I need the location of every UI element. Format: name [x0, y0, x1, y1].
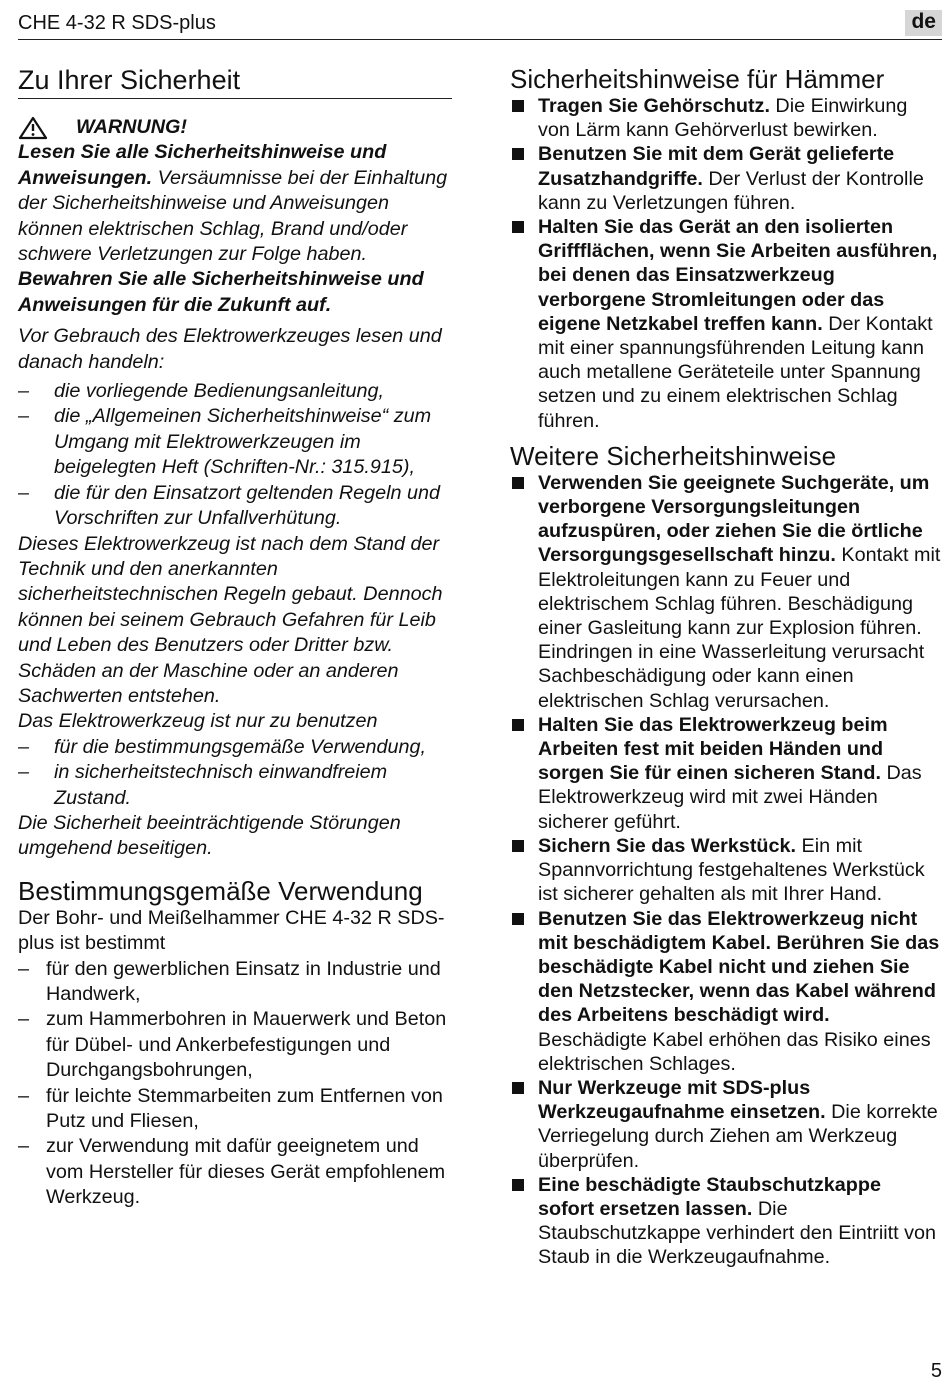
intended-item: – für leichte Stemmarbeiten zum Entfernen von Putz und Fliesen,: [18, 1084, 456, 1135]
section-title-hammers: Sicherheitshinweise für Hämmer: [510, 64, 885, 94]
intended-item: – für den gewerblichen Einsatz in Industrie und Handwerk,: [18, 957, 456, 1008]
warning-paragraph: [18, 140, 456, 318]
warning-bold-2: Bewahren Sie alle Sicherheitshinweise und Anweisungen für die Zukunft auf.: [18, 268, 424, 316]
language-badge: de: [905, 10, 942, 36]
bullet-square-icon: [512, 913, 524, 925]
warning-label: WARNUNG!: [76, 116, 187, 138]
more-safety-item: Halten Sie das Elektrowerkzeug beim Arbeiten fest mit beiden Händen und sorgen Sie für einen sicheren Stand. Das Elektrowerkzeug wird mit zwei Händen sicherer geführt.: [510, 713, 942, 834]
state-of-art-text: Dieses Elektrowerkzeug ist nach dem Stand der Technik und den anerkannten sicherheitstechnischen Regeln gebaut. Dennoch können bei seinem Gebrauch Gefahren für Leib und Leben des Benutzers oder Dritter bzw. Schäden an der Maschine oder an anderen Sachwerten entstehen.: [18, 532, 443, 707]
bullet-square-icon: [512, 1082, 524, 1094]
left-column: [18, 64, 456, 1211]
warning-text: Versäumnisse bei der Einhaltung der Sicherheitshinweise und Anweisungen können elektrischen Schlag, Brand und/oder schwere Verletzungen zur Folge haben.: [18, 166, 448, 266]
right-column: [510, 64, 942, 1270]
bullet-square-icon: [512, 719, 524, 731]
warning-title: [18, 115, 456, 140]
intended-item: – zum Hammerbohren in Mauerwerk und Beton für Dübel- und Ankerbefestigungen und Durchgangsbohrungen,: [18, 1007, 456, 1083]
bullet-square-icon: [512, 100, 524, 112]
bullet-square-icon: [512, 221, 524, 233]
read-item: – die vorliegende Bedienungsanleitung,: [18, 379, 456, 404]
read-item: – die „Allgemeinen Sicherheitshinweise“ zum Umgang mit Elektrowerkzeugen im beigelegten Heft (Schriften-Nr.: 315.915),: [18, 404, 456, 480]
section-title-more-safety: Weitere Sicherheitshinweise: [510, 440, 837, 471]
page-number: 5: [930, 1360, 942, 1382]
header-model: CHE 4-32 R SDS-plus: [18, 12, 216, 34]
intended-intro: Der Bohr- und Meißelhammer CHE 4-32 R SDS-plus ist bestimmt: [18, 906, 445, 955]
warning-triangle-icon: [18, 116, 48, 140]
more-safety-item: Eine beschädigte Staubschutzkappe sofort ersetzen lassen. Die Staubschutzkappe verhindert den Eintriitt von Staub in die Werkzeugaufnahme.: [510, 1173, 942, 1270]
intended-item: – zur Verwendung mit dafür geeignetem und vom Hersteller für dieses Gerät empfohlenem Werkzeug.: [18, 1134, 456, 1210]
page-header: [18, 10, 942, 40]
use-item: – in sicherheitstechnisch einwandfreiem Zustand.: [18, 760, 456, 811]
use-item: – für die bestimmungsgemäße Verwendung,: [18, 735, 456, 760]
bullet-square-icon: [512, 477, 524, 489]
bullet-square-icon: [512, 148, 524, 160]
bullet-square-icon: [512, 1179, 524, 1191]
use-only-text: Das Elektrowerkzeug ist nur zu benutzen: [18, 710, 378, 733]
hammer-safety-item: Benutzen Sie mit dem Gerät gelieferte Zusatzhandgriffe. Der Verlust der Kontrolle kann zu Verletzungen führen.: [510, 142, 942, 215]
hammer-safety-item: Tragen Sie Gehörschutz. Die Einwirkung von Lärm kann Gehörverlust bewirken.: [510, 94, 942, 142]
warning-bold-1: Lesen Sie alle Sicherheitshinweise und Anweisungen.: [18, 141, 387, 189]
more-safety-item: Benutzen Sie das Elektrowerkzeug nicht mit beschädigtem Kabel. Berühren Sie das beschädigte Kabel nicht und ziehen Sie den Netzstecker, wenn das Kabel während des Arbeitens beschädigt wird. Beschädigte Kabel erhöhen das Risiko eines elektrischen Schlages.: [510, 907, 942, 1076]
more-safety-item: Verwenden Sie geeignete Suchgeräte, um verborgene Versorgungsleitungen aufzuspüren, oder ziehen Sie die örtliche Versorgungsgesellschaft hinzu. Kontakt mit Elektroleitungen kann zu Feuer und elektrischem Schlag führen. Beschädigung einer Gasleitung kann zur Explosion führen. Eindringen in eine Wasserleitung verursacht Sachbeschädigung oder kann einen elektrischen Schlag verursachen.: [510, 471, 942, 713]
faults-text: Die Sicherheit beeinträchtigende Störungen umgehend beseitigen.: [18, 811, 401, 860]
more-safety-item: Nur Werkzeuge mit SDS-plus Werkzeugaufnahme einsetzen. Die korrekte Verriegelung durch Ziehen am Werkzeug überprüfen.: [510, 1076, 942, 1173]
more-safety-item: Sichern Sie das Werkstück. Ein mit Spannvorrichtung festgehaltenes Werkstück ist sicherer gehalten als mit Ihrer Hand.: [510, 834, 942, 907]
hammer-safety-item: Halten Sie das Gerät an den isolierten Griffflächen, wenn Sie Arbeiten ausführen, bei denen das Einsatzwerkzeug verborgene Stromleitungen oder das eigene Netzkabel treffen kann. Der Kontakt mit einer spannungsführenden Leitung kann auch metallene Geräteteile unter Spannung setzen und zu einem elektrischen Schlag führen.: [510, 215, 942, 433]
before-use-text: Vor Gebrauch des Elektrowerkzeuges lesen und danach handeln:: [18, 325, 442, 373]
section-title-safety: Zu Ihrer Sicherheit: [18, 64, 452, 99]
bullet-square-icon: [512, 840, 524, 852]
section-title-intended-use: Bestimmungsgemäße Verwendung: [18, 875, 423, 906]
warning-block: [18, 115, 456, 318]
read-item: – die für den Einsatzort geltenden Regeln und Vorschriften zur Unfallverhütung.: [18, 481, 456, 532]
